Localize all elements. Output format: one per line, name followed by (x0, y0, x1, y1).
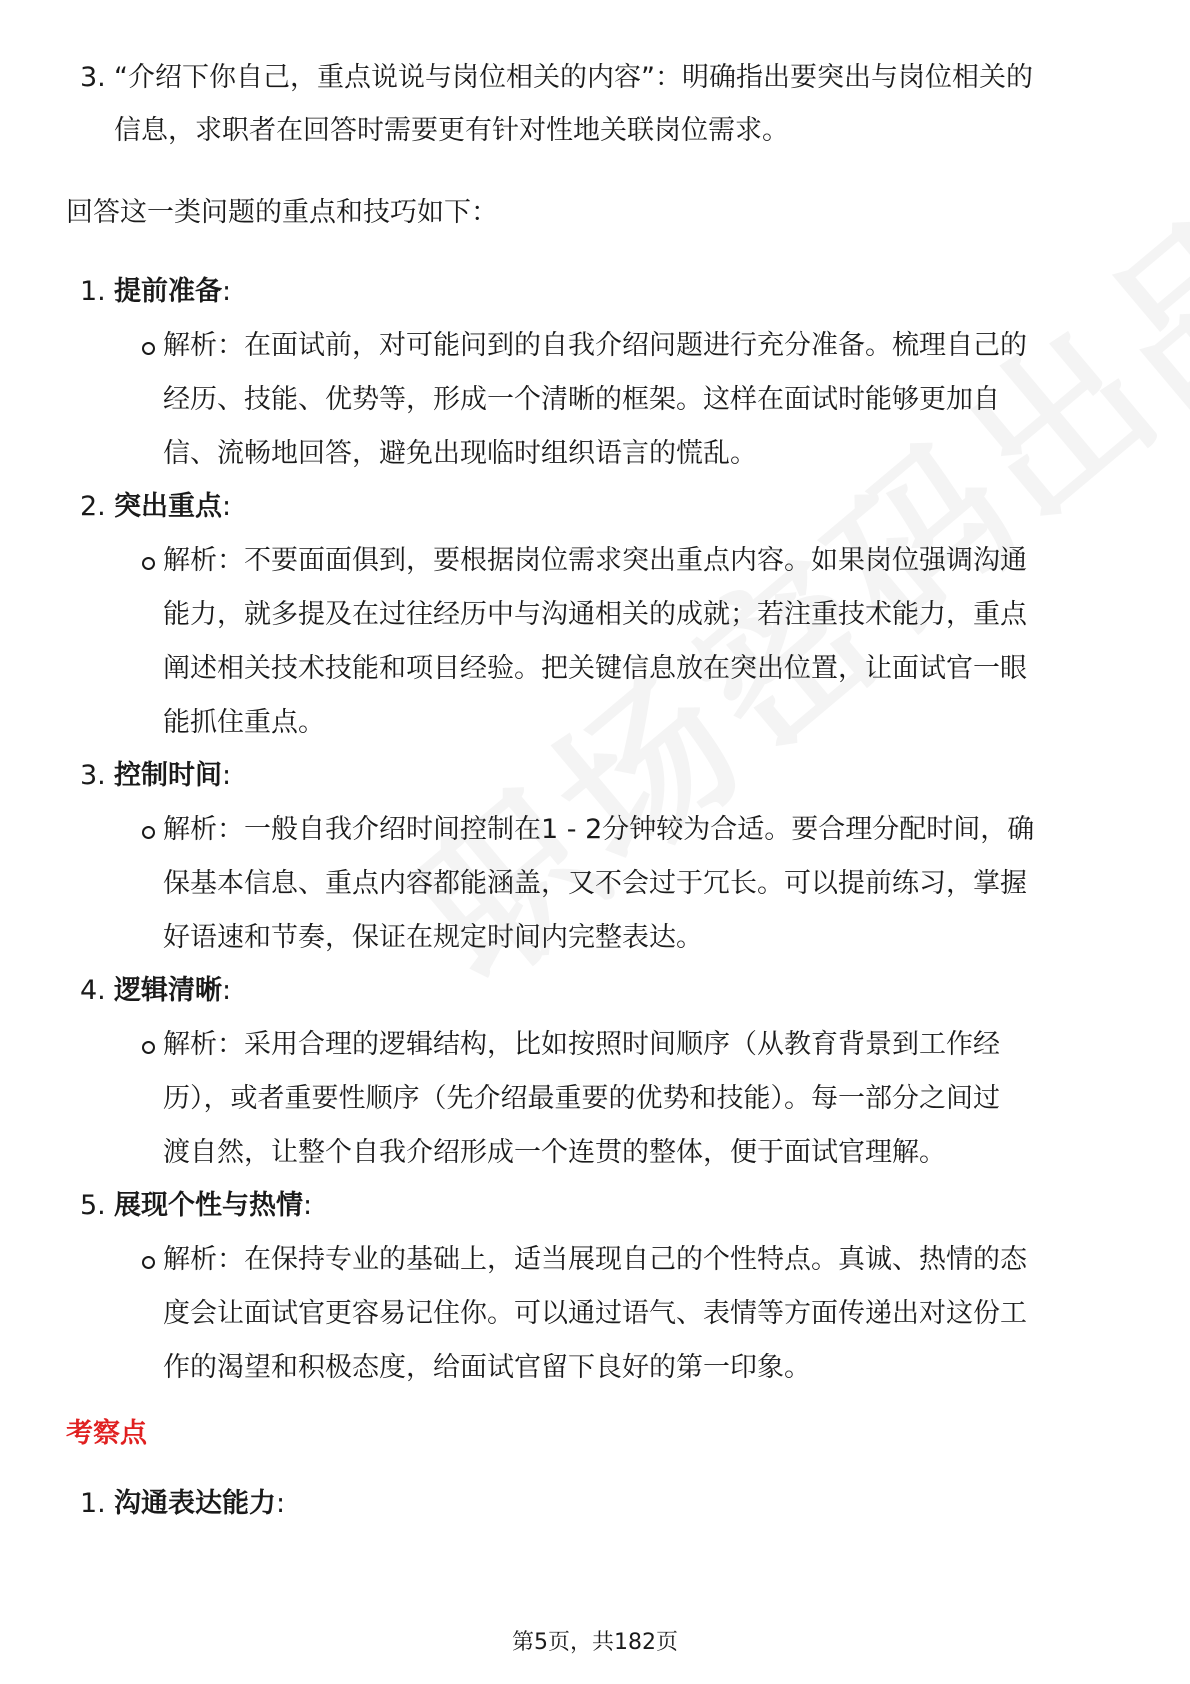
tip-title: 控制时间 (114, 760, 222, 791)
tip-explanation-line: 度会让面试官更容易记住你。可以通过语气、表情等方面传递出对这份工 (163, 1298, 1027, 1329)
tip-explanation-label: 解析： (163, 1244, 244, 1275)
intro-item-line-2: 信息，求职者在回答时需要更有针对性地关联岗位需求。 (114, 115, 789, 146)
section-item-title: 沟通表达能力 (114, 1488, 276, 1519)
tip-heading (114, 971, 231, 1011)
tip-number: 1. (80, 276, 106, 307)
tip-title: 提前准备 (114, 276, 222, 307)
bullet-icon (142, 557, 155, 570)
intro-item-number: 3. (80, 62, 106, 93)
tip-number: 3. (80, 760, 106, 791)
tip-explanation-line: 能抓住重点。 (163, 707, 325, 738)
tip-title: 展现个性与热情 (114, 1190, 303, 1221)
tip-heading (114, 756, 231, 796)
intro-item-line-1: “介绍下你自己，重点说说与岗位相关的内容”：明确指出要突出与岗位相关的 (114, 62, 1033, 93)
tip-colon: : (222, 760, 232, 791)
section-item-number: 1. (80, 1488, 106, 1519)
tip-heading (114, 272, 231, 312)
section-title: 考察点 (66, 1418, 147, 1449)
tip-explanation-line: 好语速和节奏，保证在规定时间内完整表达。 (163, 922, 703, 953)
bullet-icon (142, 1256, 155, 1269)
tip-explanation-line: 信、流畅地回答，避免出现临时组织语言的慌乱。 (163, 438, 757, 469)
tip-explanation-line: 解析：不要面面俱到，要根据岗位需求突出重点内容。如果岗位强调沟通 (163, 545, 1027, 576)
tip-colon: : (222, 491, 232, 522)
bullet-icon (142, 342, 155, 355)
page-number-footer: 第5页，共182页 (512, 1630, 678, 1655)
tip-colon: : (222, 276, 232, 307)
tip-explanation-line: 历），或者重要性顺序（先介绍最重要的优势和技能）。每一部分之间过 (163, 1083, 1000, 1114)
tip-explanation-line: 解析：一般自我介绍时间控制在1 - 2分钟较为合适。要合理分配时间，确 (163, 814, 1035, 845)
tip-explanation-label: 解析： (163, 1029, 244, 1060)
tip-title: 逻辑清晰 (114, 975, 222, 1006)
tip-colon: : (303, 1190, 313, 1221)
tip-colon: : (222, 975, 232, 1006)
tip-heading (114, 487, 231, 527)
tip-number: 4. (80, 975, 106, 1006)
tip-explanation-line: 阐述相关技术技能和项目经验。把关键信息放在突出位置，让面试官一眼 (163, 653, 1027, 684)
tip-title: 突出重点 (114, 491, 222, 522)
tip-number: 5. (80, 1190, 106, 1221)
tip-explanation-line: 经历、技能、优势等，形成一个清晰的框架。这样在面试时能够更加自 (163, 384, 1000, 415)
tip-explanation-line: 作的渴望和积极态度，给面试官留下良好的第一印象。 (163, 1352, 811, 1383)
tip-explanation-line: 保基本信息、重点内容都能涵盖，又不会过于冗长。可以提前练习，掌握 (163, 868, 1027, 899)
tip-explanation-label: 解析： (163, 814, 244, 845)
tip-heading (114, 1186, 312, 1226)
tip-explanation-label: 解析： (163, 545, 244, 576)
bullet-icon (142, 826, 155, 839)
tip-explanation-line: 解析：采用合理的逻辑结构，比如按照时间顺序（从教育背景到工作经 (163, 1029, 1000, 1060)
section-item-heading (114, 1484, 285, 1524)
section-item-colon: : (276, 1488, 286, 1519)
tip-explanation-line: 解析：在面试前，对可能问到的自我介绍问题进行充分准备。梳理自己的 (163, 330, 1027, 361)
tip-explanation-line: 解析：在保持专业的基础上，适当展现自己的个性特点。真诚、热情的态 (163, 1244, 1027, 1275)
bullet-icon (142, 1041, 155, 1054)
tip-explanation-line: 能力，就多提及在过往经历中与沟通相关的成就；若注重技术能力，重点 (163, 599, 1027, 630)
tip-explanation-label: 解析： (163, 330, 244, 361)
tip-number: 2. (80, 491, 106, 522)
watermark (357, 259, 1190, 1025)
tip-explanation-line: 渡自然，让整个自我介绍形成一个连贯的整体，便于面试官理解。 (163, 1137, 946, 1168)
lead-paragraph: 回答这一类问题的重点和技巧如下： (66, 197, 498, 228)
